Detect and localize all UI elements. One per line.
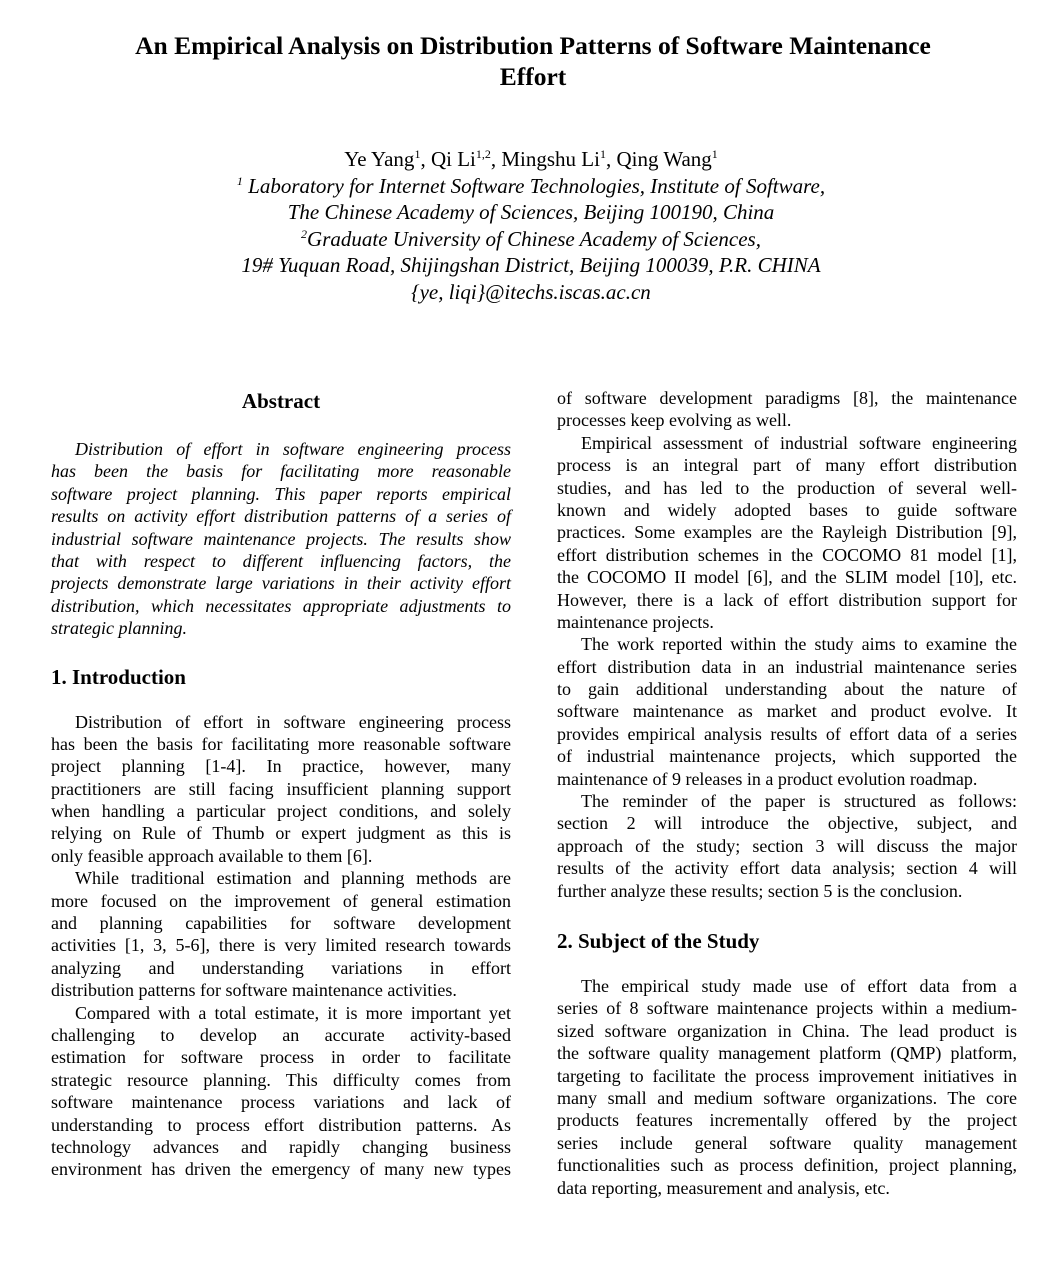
abstract-line: industrial software maintenance projects. The results show bbox=[51, 528, 511, 549]
abstract-line: has been the basis for facilitating more reasonable bbox=[51, 461, 511, 482]
text-line: studies, and has led to the production of several well- bbox=[557, 477, 1017, 498]
intro-paragraph-2 bbox=[51, 867, 511, 1001]
paper-title bbox=[60, 30, 1006, 92]
intro-paragraph-5 bbox=[557, 633, 1017, 790]
affiliation-2-line-2: 19# Yuquan Road, Shijingshan District, Beijing 100039, P.R. CHINA bbox=[241, 253, 821, 277]
paper-title-line-2: Effort bbox=[499, 62, 567, 91]
affiliation-2-sup: 2 bbox=[301, 226, 308, 241]
text-line: Empirical assessment of industrial software engineering bbox=[581, 432, 1017, 453]
text-line: effort distribution data in an industrial maintenance series bbox=[557, 656, 1017, 677]
text-line: maintenance of 9 releases in a product evolution roadmap. bbox=[557, 768, 978, 789]
text-line: targeting to facilitate the process improvement initiatives in bbox=[557, 1065, 1017, 1086]
section-2-paragraph-1 bbox=[557, 975, 1017, 1199]
text-line: However, there is a lack of effort distribution support for bbox=[557, 589, 1017, 610]
left-column bbox=[51, 388, 511, 1181]
text-line: While traditional estimation and planning methods are bbox=[75, 868, 511, 889]
text-line: practitioners are still facing insufficient planning support bbox=[51, 778, 511, 799]
text-line: the software quality management platform (QMP) platform, bbox=[557, 1043, 1017, 1064]
text-line: approach of the study; section 3 will discuss the major bbox=[557, 835, 1017, 856]
text-line: The work reported within the study aims to examine the bbox=[581, 634, 1017, 655]
text-line: products features incrementally offered by the project bbox=[557, 1110, 1017, 1131]
text-line: to gain additional understanding about the nature of bbox=[557, 679, 1017, 700]
affiliation-1-line-1: Laboratory for Internet Software Technologies, Institute of Software, bbox=[242, 173, 826, 198]
text-line: environment has driven the emergency of many new types bbox=[51, 1159, 511, 1180]
text-line: relying on Rule of Thumb or expert judgment as this is bbox=[51, 823, 511, 844]
text-line: The reminder of the paper is structured as follows: bbox=[581, 791, 1017, 812]
affiliation-2 bbox=[0, 226, 1062, 253]
abstract-line: projects demonstrate large variations in their activity effort bbox=[51, 573, 511, 594]
text-line: technology advances and rapidly changing business bbox=[51, 1136, 511, 1157]
text-line: further analyze these results; section 5 is the conclusion. bbox=[557, 880, 963, 901]
abstract-line: distribution, which necessitates appropriate adjustments to bbox=[51, 595, 511, 616]
text-line: series include general software quality management bbox=[557, 1132, 1017, 1153]
text-line: activities [1, 3, 5-6], there is very limited research towards bbox=[51, 935, 511, 956]
affiliation-2-line-1: Graduate University of Chinese Academy of Sciences, bbox=[307, 226, 761, 251]
author-list: Ye Yang$^1$, Qi Li$^{1,2}$, Mingshu Li$^1$, Qing Wang$^1$ bbox=[344, 147, 718, 171]
text-line: Compared with a total estimate, it is more important yet bbox=[75, 1002, 511, 1023]
text-line: section 2 will introduce the objective, subject, and bbox=[557, 813, 1017, 834]
text-line: data reporting, measurement and analysis, etc. bbox=[557, 1177, 890, 1198]
affiliation-1 bbox=[0, 173, 1062, 200]
text-line: functionalities such as process definition, project planning, bbox=[557, 1155, 1017, 1176]
author-affiliation-sup: 1 bbox=[599, 147, 606, 161]
text-line: sized software organization in China. The lead product is bbox=[557, 1020, 1017, 1041]
author-name: Qing Wang bbox=[616, 147, 712, 171]
text-line: software maintenance as market and product evolve. It bbox=[557, 701, 1017, 722]
intro-paragraph-3 bbox=[51, 1002, 511, 1181]
author-name: Ye Yang bbox=[344, 147, 415, 171]
text-line: effort distribution schemes in the COCOMO 81 model [1], bbox=[557, 544, 1017, 565]
intro-paragraph-3-continued bbox=[557, 387, 1017, 432]
text-line: known and widely adopted bases to guide software bbox=[557, 499, 1017, 520]
text-line: many small and medium software organizations. The core bbox=[557, 1087, 1017, 1108]
affiliation-1-sup: 1 bbox=[236, 173, 243, 188]
text-line: more focused on the improvement of general estimation bbox=[51, 890, 511, 911]
author-affiliation-sup: 1,2 bbox=[475, 147, 491, 161]
text-line: series of 8 software maintenance projects within a medium- bbox=[557, 998, 1017, 1019]
text-line: of software development paradigms [8], the maintenance bbox=[557, 388, 1017, 408]
text-line: Distribution of effort in software engineering process bbox=[75, 711, 511, 732]
paper-title-line-1: An Empirical Analysis on Distribution Patterns of Software Maintenance bbox=[135, 31, 931, 60]
text-line: estimation for software process in order to facilitate bbox=[51, 1047, 511, 1068]
author-affiliation-sup: 1 bbox=[414, 147, 421, 161]
text-line: understanding to process effort distribution patterns. As bbox=[51, 1114, 511, 1135]
text-line: analyzing and understanding variations in effort bbox=[51, 957, 511, 978]
author-block bbox=[0, 146, 1062, 305]
text-line: processes keep evolving as well. bbox=[557, 410, 792, 431]
text-line: results of the activity effort data analysis; section 4 will bbox=[557, 858, 1017, 879]
text-line: practices. Some examples are the Rayleigh Distribution [9], bbox=[557, 522, 1017, 543]
text-line: has been the basis for facilitating more reasonable software bbox=[51, 733, 511, 754]
text-line: project planning [1-4]. In practice, however, many bbox=[51, 756, 511, 777]
text-line: when handling a particular project conditions, and solely bbox=[51, 801, 511, 822]
text-line: process is an integral part of many effort distribution bbox=[557, 455, 1017, 476]
abstract-line: Distribution of effort in software engineering process bbox=[75, 439, 511, 459]
author-name: Mingshu Li bbox=[501, 147, 600, 171]
intro-paragraph-1 bbox=[51, 711, 511, 868]
text-line: maintenance projects. bbox=[557, 611, 714, 632]
text-line: provides empirical analysis results of effort data of a series bbox=[557, 723, 1017, 744]
text-line: the COCOMO II model [6], and the SLIM model [10], etc. bbox=[557, 567, 1017, 588]
intro-paragraph-4 bbox=[557, 432, 1017, 634]
author-email: {ye, liqi}@itechs.iscas.ac.cn bbox=[411, 279, 651, 304]
author-name: Qi Li bbox=[430, 147, 476, 171]
abstract-line: that with respect to different influencing factors, the bbox=[51, 550, 511, 571]
text-line: software maintenance process variations and lack of bbox=[51, 1092, 511, 1113]
text-line: and planning capabilities for software development bbox=[51, 913, 511, 934]
right-column bbox=[557, 387, 1017, 1199]
intro-paragraph-6 bbox=[557, 790, 1017, 902]
text-line: only feasible approach available to them [6]. bbox=[51, 845, 373, 866]
author-affiliation-sup: 1 bbox=[711, 147, 718, 161]
text-line: strategic resource planning. This difficulty comes from bbox=[51, 1069, 511, 1090]
abstract-line: results on activity effort distribution patterns of a series of bbox=[51, 506, 511, 527]
abstract-body bbox=[51, 438, 511, 640]
text-line: challenging to develop an accurate activity-based bbox=[51, 1024, 511, 1045]
text-line: of industrial maintenance projects, which supported the bbox=[557, 746, 1017, 767]
abstract-line: software project planning. This paper reports empirical bbox=[51, 483, 511, 504]
text-line: The empirical study made use of effort data from a bbox=[581, 975, 1017, 996]
abstract-line: strategic planning. bbox=[51, 618, 187, 639]
affiliation-1-line-2: The Chinese Academy of Sciences, Beijing 100190, China bbox=[287, 200, 775, 224]
text-line: distribution patterns for software maintenance activities. bbox=[51, 980, 457, 1001]
abstract-heading: Abstract bbox=[241, 389, 321, 413]
section-1-heading: 1. Introduction bbox=[51, 664, 186, 689]
section-2-heading: 2. Subject of the Study bbox=[557, 928, 760, 953]
